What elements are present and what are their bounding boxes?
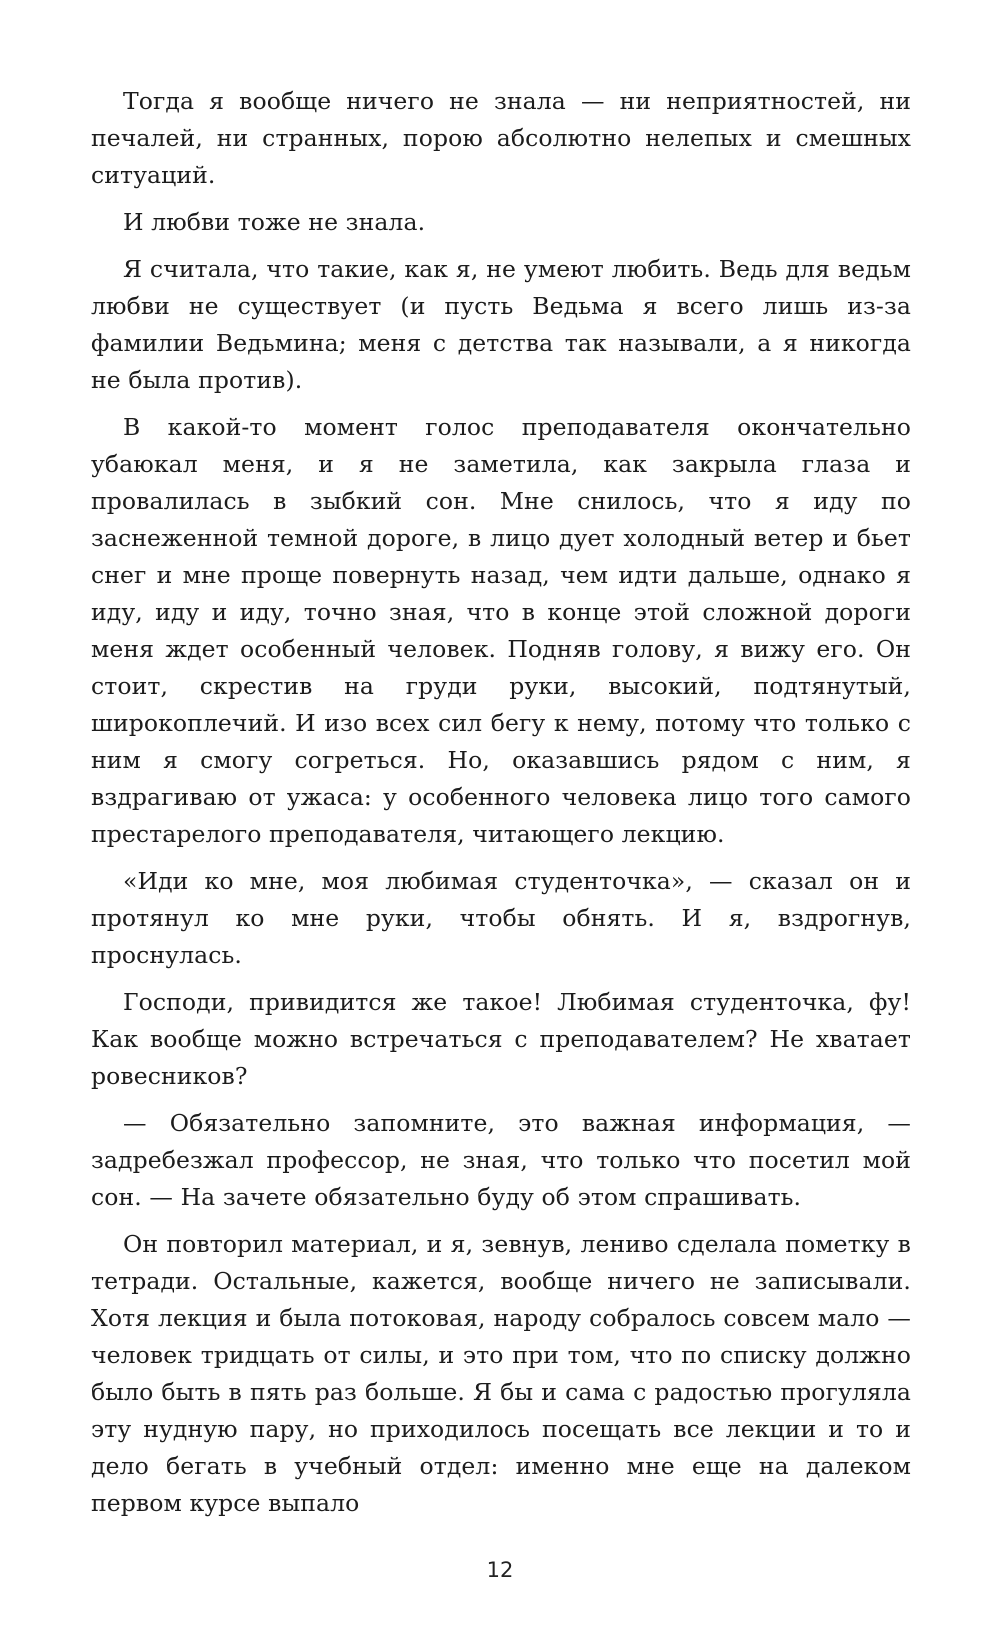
- paragraph-1: Тогда я вообще ничего не знала — ни неприятностей, ни печалей, ни странных, порою абсолютно нелепых и смешных ситуаций.: [91, 87, 911, 189]
- paragraph-4: В какой-то момент голос преподавателя окончательно убаюкал меня, и я не заметила, как закрыла глаза и провалилась в зыбкий сон. Мне снилось, что я иду по заснеженной темной дороге, в лицо дует холодный ветер и бьет снег и мне проще повернуть назад, чем идти дальше, однако я иду, иду и иду, точно зная, что в конце этой сложной дороги меня ждет особенный человек. Подняв голову, я вижу его. Он стоит, скрестив на груди руки, высокий, подтянутый, широкоплечий. И изо всех сил бегу к нему, потому что только с ним я смогу согреться. Но, оказавшись рядом с ним, я вздрагиваю от ужаса: у особенного человека лицо того самого престарелого преподавателя, читающего лекцию.: [91, 413, 911, 848]
- paragraph-8: Он повторил материал, и я, зевнув, лениво сделала пометку в тетради. Остальные, кажется, вообще ничего не записывали. Хотя лекция и была потоковая, народу собралось совсем мало — человек тридцать от силы, и это при том, что по списку должно было быть в пять раз больше. Я бы и сама с радостью прогуляла эту нудную пару, но приходилось посещать все лекции и то и дело бегать в учебный отдел: именно мне еще на далеком первом курсе выпало: [91, 1230, 911, 1517]
- page-number: 12: [486, 1558, 514, 1582]
- paragraph-7: — Обязательно запомните, это важная информация, — задребезжал профессор, не зная, что только что посетил мой сон. — На зачете обязательно буду об этом спрашивать.: [91, 1109, 911, 1211]
- page-body-text: [91, 83, 911, 1532]
- paragraph-6: Господи, привидится же такое! Любимая студенточка, фу! Как вообще можно встречаться с преподавателем? Не хватает ровесников?: [91, 988, 911, 1090]
- paragraph-5: «Иди ко мне, моя любимая студенточка», — сказал он и протянул ко мне руки, чтобы обнять. И я, вздрогнув, проснулась.: [91, 867, 911, 969]
- paragraph-3: Я считала, что такие, как я, не умеют любить. Ведь для ведьм любви не существует (и пусть Ведьма я всего лишь из-за фамилии Ведьмина; меня с детства так называли, а я никогда не была против).: [91, 255, 911, 394]
- paragraph-2: И любви тоже не знала.: [123, 208, 426, 236]
